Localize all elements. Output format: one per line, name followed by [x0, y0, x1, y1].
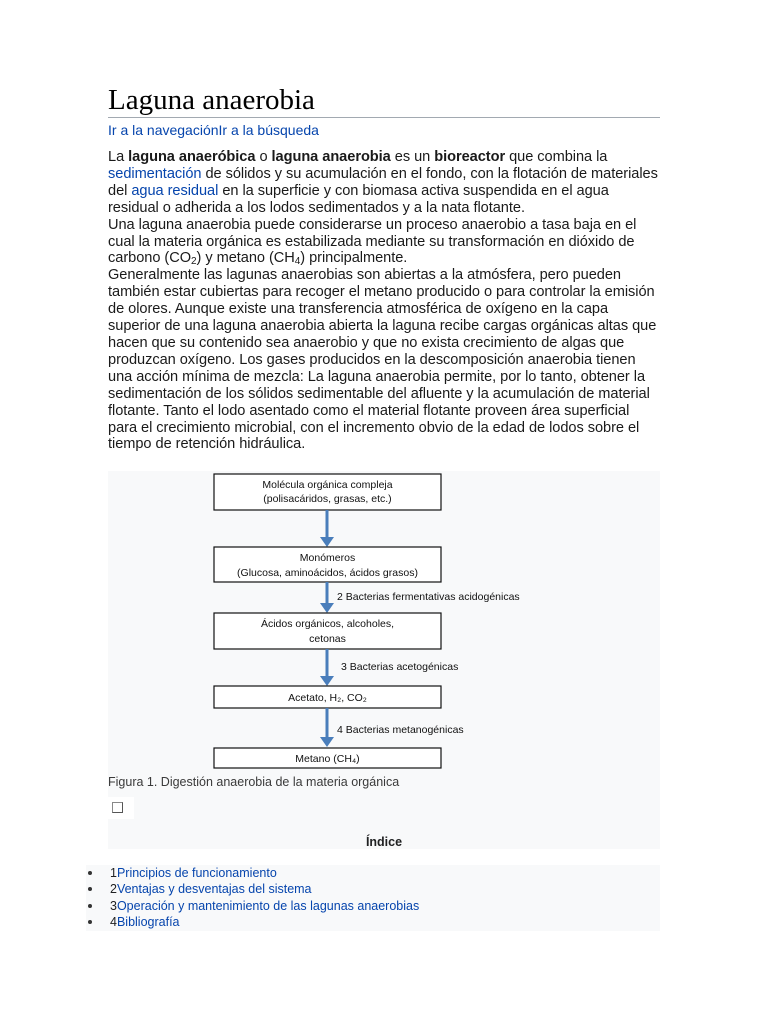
diagram-box-molecule-line1: Molécula orgánica compleja	[262, 479, 393, 491]
bullet-icon	[88, 920, 92, 924]
arrow-1-head	[320, 537, 334, 547]
article-content	[108, 84, 660, 453]
diagram-box-acetate-label: Acetato, H₂, CO₂	[288, 692, 367, 704]
toc-item-label[interactable]: Operación y mantenimiento de las lagunas anaerobias	[116, 898, 420, 913]
toc-item[interactable]: 4Bibliografía	[86, 914, 660, 930]
table-of-contents	[86, 865, 660, 931]
diagram-box-monomers-line2: (Glucosa, aminoácidos, ácidos grasos)	[237, 567, 418, 579]
jump-to-search-link[interactable]: Ir a la búsqueda	[218, 122, 319, 138]
toc-item-label[interactable]: Principios de funcionamiento	[116, 866, 277, 880]
toc-toggle[interactable]	[108, 797, 134, 819]
diagram-step-4: 4 Bacterias metanogénicas	[337, 724, 464, 736]
diagram-box-monomers-line1: Monómeros	[299, 552, 356, 564]
arrow-2-head	[320, 603, 334, 613]
bullet-icon	[88, 887, 92, 891]
arrow-3-head	[320, 676, 334, 686]
link-agua-residual[interactable]: agua residual	[131, 182, 219, 199]
diagram-box-methane-label: Metano (CH₄)	[295, 753, 360, 765]
toc-item-label[interactable]: Ventajas y desventajas del sistema	[116, 882, 312, 897]
diagram-step-2: 2 Bacterias fermentativas acidogénicas	[337, 591, 520, 603]
article-body	[108, 149, 660, 453]
page-title: Laguna anaerobia	[108, 84, 660, 118]
bullet-icon	[88, 871, 92, 875]
digestion-flow-diagram	[108, 471, 660, 771]
diagram-box-acids-line1: Ácidos orgánicos, alcoholes,	[260, 618, 395, 630]
toc-title: Índice	[365, 835, 403, 849]
link-sedimentacion[interactable]: sedimentación	[108, 165, 202, 182]
diagram-step-3: 3 Bacterias acetogénicas	[341, 661, 459, 673]
paragraph-description: Generalmente las lagunas anaerobias son abiertas a la atmósfera, pero pueden también estar cubiertas para recoger el metano producido o para controlar la emisión de olores. Aunque existe una transferencia atmosférica de oxígeno en la capa superior de una laguna anaerobia abierta la laguna recibe cargas orgánicas altas que hacen que su contenido sea anaerobio y que no exista crecimiento de algas que produzcan oxígeno. Los gases producidos en la descomposición anaerobia tienen una acción mínima de mezcla: La laguna anaerobia permite, por lo tanto, obtener la sedimentación de los sólidos sedimentable del afluente y la acumulación de material flotante. Tanto el lodo asentado como el material flotante proveen área superficial para el crecimiento microbial, con el incremento obvio de la edad de lodos sobre el tiempo de retención hidráulica.	[108, 267, 657, 453]
diagram-box-acids-line2: cetonas	[309, 633, 346, 645]
jump-to-navigation-link[interactable]: Ir a la navegación	[108, 122, 219, 138]
bullet-icon	[88, 904, 92, 908]
paragraph-intro: La laguna anaeróbica o laguna anaerobia es un bioreactor que combina la sedimentación de sólidos y su acumulación en el fondo, con la flotación de materiales del agua residual en la superficie y con biomasa activa suspendida en el agua residual o adherida a los lodos sedimentados y a la nata flotante.	[108, 149, 658, 216]
figure-caption: Figura 1. Digestión anaerobia de la materia orgánica	[108, 775, 400, 789]
diagram-box-molecule-line2: (polisacáridos, grasas, etc.)	[263, 493, 392, 505]
jump-links	[108, 121, 660, 139]
arrow-4-head	[320, 737, 334, 747]
toc-item-label[interactable]: Bibliografía	[116, 914, 180, 929]
figure-digestion-diagram	[108, 471, 660, 849]
toc-item[interactable]: 3Operación y mantenimiento de las lagunas anaerobias	[86, 898, 660, 914]
toc-item[interactable]: 1Principios de funcionamiento	[86, 865, 660, 881]
paragraph-definition: Una laguna anaerobia puede considerarse un proceso anaerobio a tasa baja en el cual la materia orgánica es estabilizada mediante su transformación en dióxido de carbono $(CO_2)$ y metano $(CH_4)$ principalmente.	[108, 216, 637, 268]
broken-image-icon	[112, 802, 123, 813]
toc-item[interactable]: 2Ventajas y desventajas del sistema	[86, 881, 660, 897]
